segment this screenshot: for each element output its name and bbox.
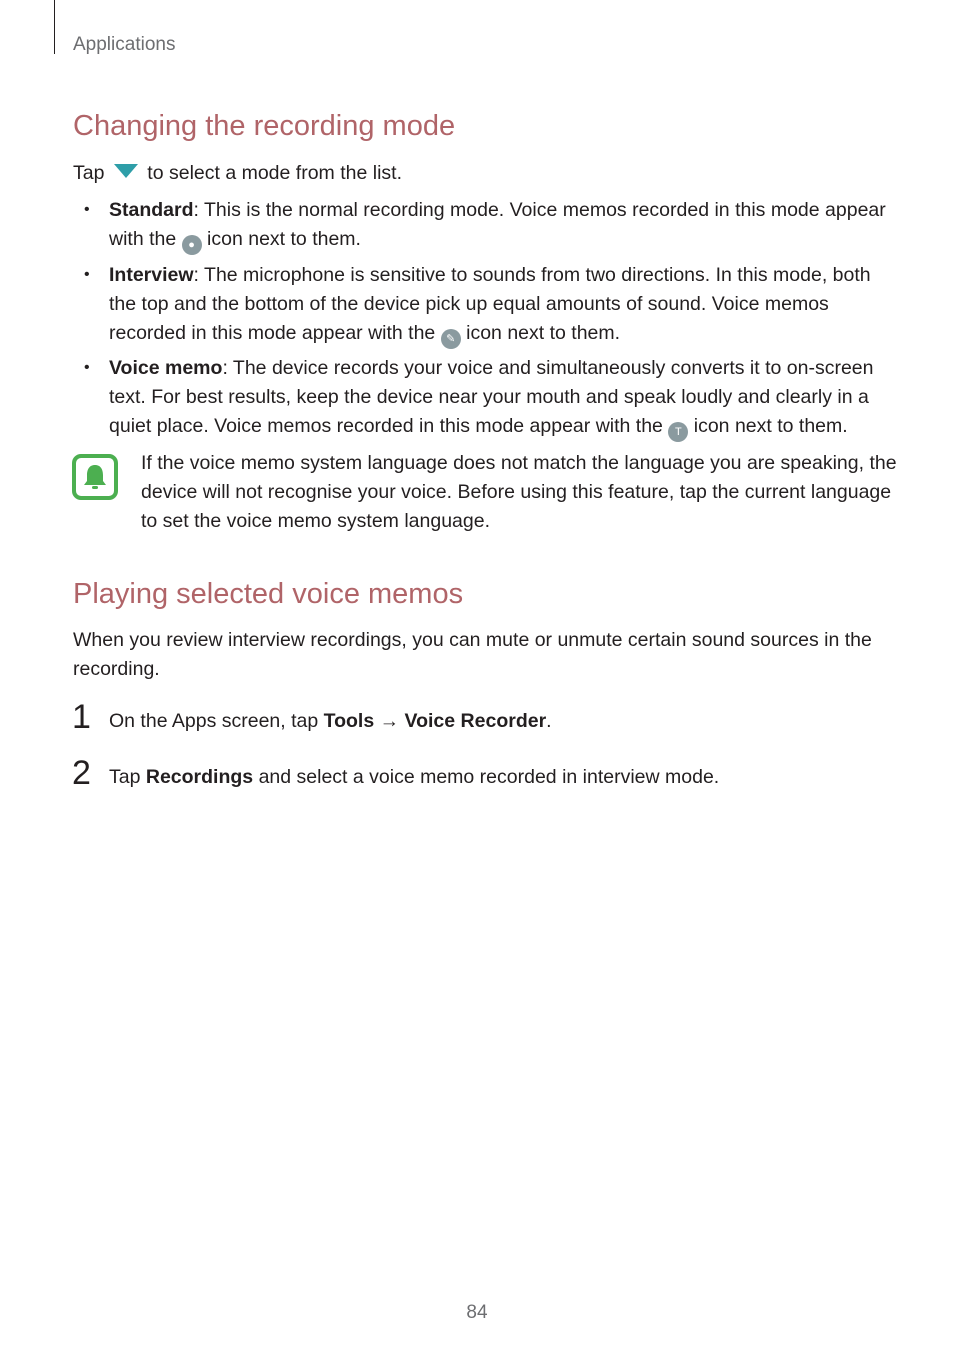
- section-label: Applications: [73, 34, 176, 55]
- header-rule: [54, 0, 55, 54]
- dropdown-arrow-icon: [114, 164, 138, 178]
- bullet-dot: •: [84, 359, 90, 376]
- bullet-voice-memo: Voice memo: The device records your voice and simultaneously converts it to on-screen text. For best results, keep the device near your mouth and speak loudly and clearly in a quiet place. Voice memos recorded in this mode appear with the T icon next to them.: [109, 354, 899, 442]
- intro-paragraph: Tap to select a mode from the list.: [73, 162, 402, 184]
- step-number: 1: [72, 698, 91, 736]
- speech-to-text-icon: T: [668, 422, 688, 442]
- page-number: 84: [466, 1302, 488, 1323]
- bullet-interview: Interview: The microphone is sensitive to sounds from two directions. In this mode, both the top and the bottom of the device pick up equal amounts of sound. Voice memos recorded in this mode appear with the ✎ icon next to them.: [109, 261, 899, 349]
- heading-recording-mode: Changing the recording mode: [73, 110, 456, 142]
- interview-mic-icon: ✎: [441, 329, 461, 349]
- microphone-icon: ●: [182, 235, 202, 255]
- step-1: On the Apps screen, tap Tools → Voice Recorder.: [109, 710, 552, 732]
- note-text: If the voice memo system language does not match the language you are speaking, the device will not recognise your voice. Before using this feature, tap the current language to set the voice memo system language.: [141, 452, 897, 532]
- bullet-dot: •: [84, 266, 90, 283]
- bullet-standard: Standard: This is the normal recording mode. Voice memos recorded in this mode appear with the ● icon next to them.: [109, 196, 899, 255]
- bullet-dot: •: [84, 201, 90, 218]
- step-2: Tap Recordings and select a voice memo recorded in interview mode.: [109, 766, 720, 788]
- heading-playing-memos: Playing selected voice memos: [73, 578, 464, 610]
- section2-intro: When you review interview recordings, you can mute or unmute certain sound sources in the recording.: [73, 629, 872, 680]
- note-bell-icon: [72, 454, 118, 500]
- step-number: 2: [72, 754, 91, 792]
